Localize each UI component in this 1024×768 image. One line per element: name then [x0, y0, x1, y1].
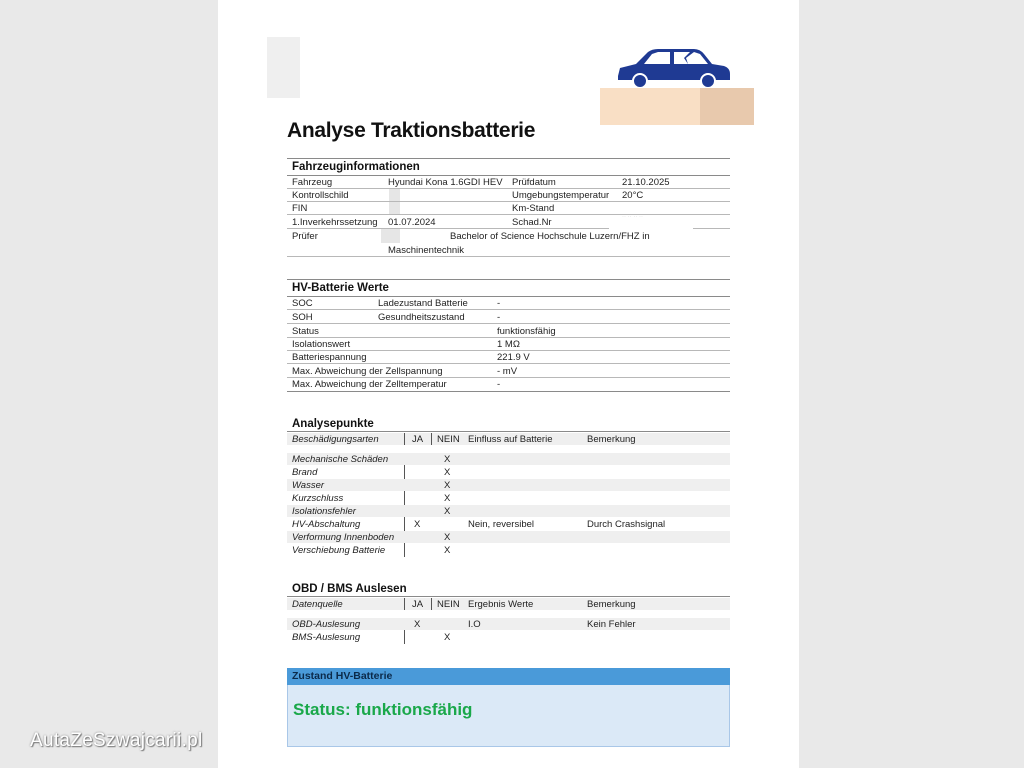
- section-analysis-title: Analysepunkte: [292, 418, 374, 430]
- watermark: AutaZeSzwajcarii.pl: [30, 730, 203, 751]
- analysis-row-label: Verschiebung Batterie: [292, 545, 386, 556]
- status-box-title: Zustand HV-Batterie: [292, 670, 393, 682]
- label-pruefdatum: Prüfdatum: [512, 177, 556, 188]
- hv-row-label: SOH: [292, 312, 313, 323]
- hv-row-desc: Gesundheitszustand: [378, 312, 465, 323]
- section-hv-values-title: HV-Batterie Werte: [292, 282, 389, 294]
- section-vehicle-info-title: Fahrzeuginformationen: [292, 161, 420, 173]
- hv-row-value: funktionsfähig: [497, 326, 556, 337]
- row-line: [287, 188, 730, 189]
- hv-row-label: Batteriespannung: [292, 352, 367, 363]
- row-line: [287, 350, 730, 351]
- label-schadnr: Schad.Nr: [512, 217, 552, 228]
- analysis-row-label: Verformung Innenboden: [292, 532, 395, 543]
- label-inverkehrssetzung: 1.Inverkehrssetzung: [292, 217, 378, 228]
- analysis-row-nein: X: [444, 454, 451, 465]
- column-divider: [431, 598, 432, 610]
- analysis-header-einfluss: Einfluss auf Batterie: [468, 434, 553, 445]
- analysis-row-einfluss: Nein, reversibel: [468, 519, 534, 530]
- analysis-row-nein: X: [444, 480, 451, 491]
- row-line: [693, 228, 730, 229]
- divider: [287, 296, 730, 297]
- faint-text: ·· ·· ·· ··: [622, 214, 643, 220]
- value-pruefer-line1: Bachelor of Science Hochschule Luzern/FHZ in: [450, 231, 650, 242]
- label-pruefer: Prüfer: [292, 231, 318, 242]
- divider: [287, 391, 730, 392]
- status-box-body: [287, 685, 730, 747]
- column-divider: [404, 433, 405, 445]
- hv-row-value: -: [497, 312, 501, 323]
- divider: [287, 175, 730, 176]
- column-divider: [404, 598, 405, 610]
- obd-row-label: OBD-Auslesung: [292, 619, 361, 630]
- hv-row-value: 221.9 V: [497, 352, 530, 363]
- redacted-pruefer: [381, 229, 400, 243]
- document-title: Analyse Traktionsbatterie: [287, 119, 536, 142]
- hv-row-value: -: [497, 298, 501, 309]
- hv-row-label: Max. Abweichung der Zelltemperatur: [292, 379, 447, 390]
- label-fin: FIN: [292, 203, 308, 214]
- divider: [287, 279, 730, 280]
- value-umgebungstemperatur: 20°C: [622, 190, 644, 201]
- label-fahrzeug: Fahrzeug: [292, 177, 333, 188]
- logo-placeholder: [267, 37, 300, 98]
- analysis-row-label: Mechanische Schäden: [292, 454, 389, 465]
- analysis-row-ja: X: [414, 519, 421, 530]
- divider: [287, 158, 730, 159]
- row-line: [287, 363, 730, 364]
- obd-header-ja: JA: [412, 599, 424, 610]
- status-box-header: [287, 668, 730, 685]
- hv-row-label: Max. Abweichung der Zellspannung: [292, 366, 443, 377]
- row-bg: [287, 479, 730, 491]
- obd-header-ergebnis: Ergebnis Werte: [468, 599, 534, 610]
- obd-row-ja: X: [414, 619, 421, 630]
- divider: [287, 596, 730, 597]
- redacted-kontrollschild: [389, 189, 400, 201]
- label-umgebungstemperatur: Umgebungstemperatur: [512, 190, 610, 201]
- row-line: [287, 309, 730, 310]
- analysis-row-nein: X: [444, 467, 451, 478]
- analysis-header-damage: Beschädigungsarten: [292, 434, 379, 445]
- analysis-row-nein: X: [444, 545, 451, 556]
- analysis-header-bemerkung: Bemerkung: [587, 434, 636, 445]
- row-line: [287, 377, 730, 378]
- label-kontrollschild: Kontrollschild: [292, 190, 349, 201]
- analysis-row-nein: X: [444, 493, 451, 504]
- analysis-row-label: Isolationsfehler: [292, 506, 356, 517]
- obd-header-source: Datenquelle: [292, 599, 343, 610]
- status-result: Status: funktionsfähig: [293, 700, 473, 719]
- value-pruefdatum: 21.10.2025: [622, 177, 670, 188]
- hv-row-label: Isolationswert: [292, 339, 351, 350]
- obd-row-nein: X: [444, 632, 451, 643]
- analysis-row-bemerkung: Durch Crashsignal: [587, 519, 666, 530]
- analysis-row-nein: X: [444, 506, 451, 517]
- redacted-fin: [389, 202, 400, 214]
- hv-row-value: 1 MΩ: [497, 339, 520, 350]
- analysis-header-ja: JA: [412, 434, 424, 445]
- analysis-row-label: Kurzschluss: [292, 493, 344, 504]
- analysis-row-label: HV-Abschaltung: [292, 519, 361, 530]
- hv-row-label: Status: [292, 326, 319, 337]
- obd-row-label: BMS-Auslesung: [292, 632, 361, 643]
- analysis-row-label: Wasser: [292, 480, 325, 491]
- hv-row-value: - mV: [497, 366, 518, 377]
- row-line: [287, 228, 609, 229]
- divider: [287, 431, 730, 432]
- obd-row-ergebnis: I.O: [468, 619, 481, 630]
- analysis-header-nein: NEIN: [437, 434, 460, 445]
- hv-row-desc: Ladezustand Batterie: [378, 298, 468, 309]
- row-line: [287, 201, 730, 202]
- hv-row-value: -: [497, 379, 501, 390]
- row-line: [287, 256, 730, 257]
- value-pruefer-line2: Maschinentechnik: [388, 245, 465, 256]
- label-kmstand: Km-Stand: [512, 203, 555, 214]
- analysis-row-nein: X: [444, 532, 451, 543]
- hv-row-label: SOC: [292, 298, 313, 309]
- obd-header-bemerkung: Bemerkung: [587, 599, 636, 610]
- row-line: [287, 323, 730, 324]
- obd-header-nein: NEIN: [437, 599, 460, 610]
- row-line: [287, 214, 730, 215]
- value-fahrzeug: Hyundai Kona 1.6GDI HEV: [388, 177, 503, 188]
- obd-row-bemerkung: Kein Fehler: [587, 619, 636, 630]
- value-inverkehrssetzung: 01.07.2024: [388, 217, 436, 228]
- header-color-block: [600, 88, 754, 125]
- analysis-row-label: Brand: [292, 467, 318, 478]
- car-icon: [614, 46, 732, 90]
- section-obd-title: OBD / BMS Auslesen: [292, 583, 407, 595]
- column-divider: [431, 433, 432, 445]
- row-line: [287, 337, 730, 338]
